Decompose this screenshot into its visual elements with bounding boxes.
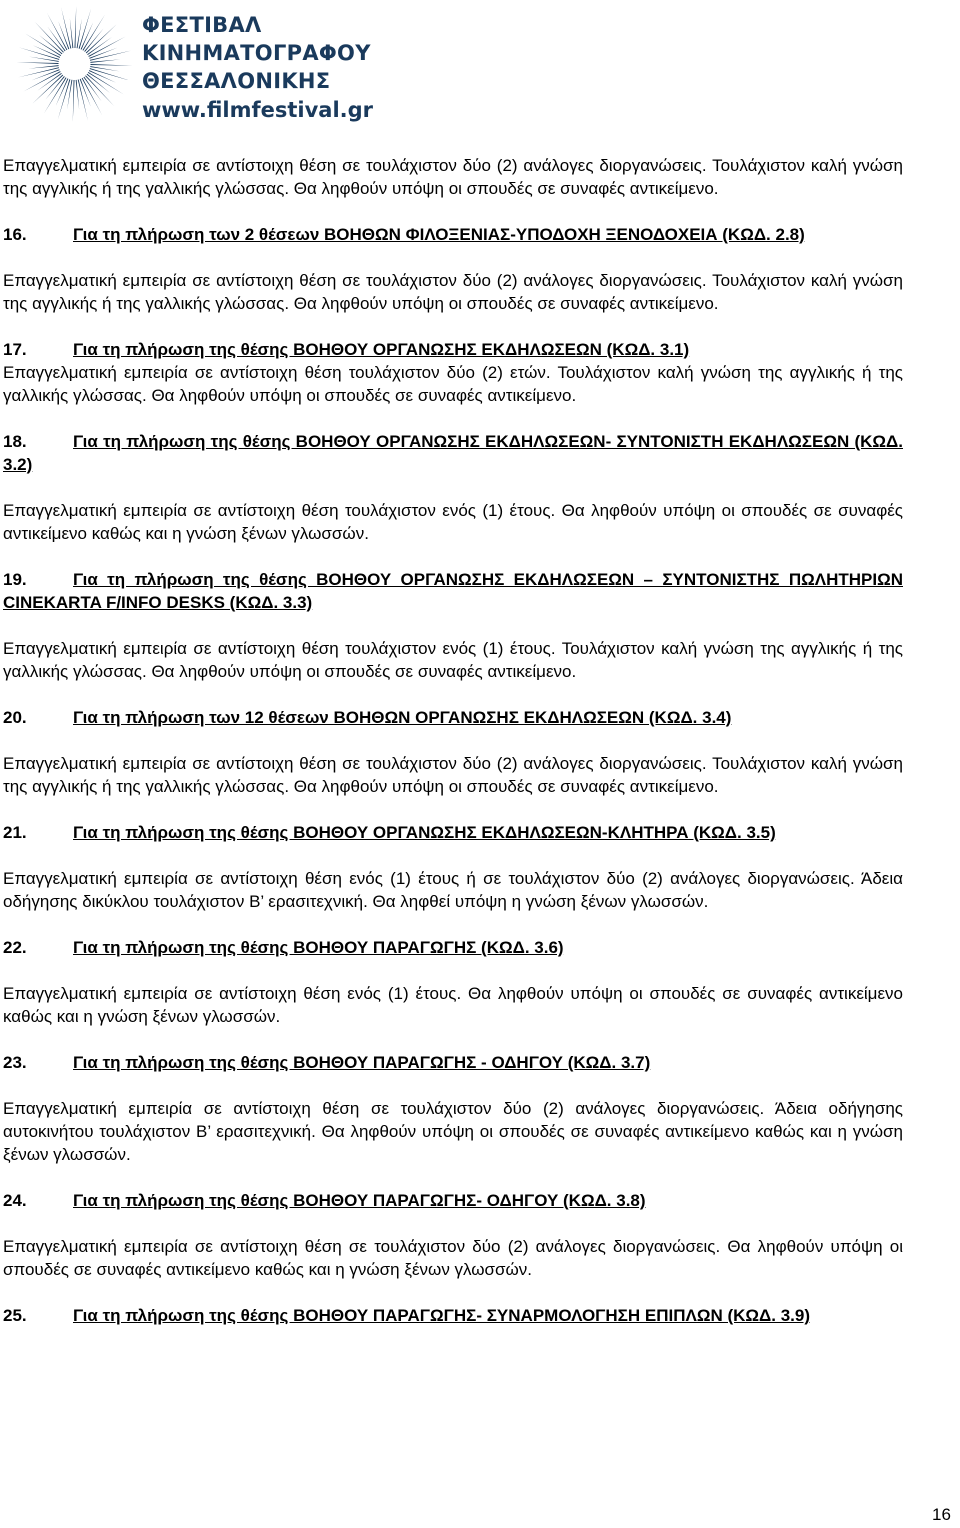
logo-ray — [29, 65, 59, 69]
logo-ray — [29, 57, 59, 62]
sun-rays-logo-icon — [12, 4, 137, 124]
section-heading — [3, 1189, 903, 1212]
section-title: Για τη πλήρωση της θέσης ΒΟΗΘΟΥ ΟΡΓΑΝΩΣΗΣ ΕΚΔΗΛΩΣΕΩΝ – ΣΥΝΤΟΝΙΣΤΗΣ ΠΩΛΗΤΗΡΙΩΝ CINEKARTA F/INFO DESKS (ΚΩΔ. 3.3) — [3, 570, 903, 612]
page-number: 16 — [932, 1505, 951, 1524]
document-body — [3, 154, 903, 1350]
body-paragraph: Επαγγελματική εμπειρία σε αντίστοιχη θέση τουλάχιστον ενός (1) έτους. Τουλάχιστον καλή γνώση της αγγλικής ή της γαλλικής γλώσσας. Θα ληφθούν υπόψη οι σπουδές σε συναφές αντικείμενο. — [3, 639, 903, 681]
logo-ray — [45, 76, 64, 100]
logo-ray — [90, 59, 120, 63]
logo-line-cinema: ΚΙΝΗΜΑΤΟΓΡΑΦΟΥ — [142, 41, 371, 65]
festival-logo — [4, 4, 374, 124]
section-title: Για τη πλήρωση των 12 θέσεων ΒΟΗΘΩΝ ΟΡΓΑΝΩΣΗΣ ΕΚΔΗΛΩΣΕΩΝ (ΚΩΔ. 3.4) — [73, 708, 732, 727]
section-heading — [3, 338, 903, 361]
section-title: Για τη πλήρωση της θέσης ΒΟΗΘΟΥ ΟΡΓΑΝΩΣΗΣ ΕΚΔΗΛΩΣΕΩΝ-ΚΛΗΤΗΡΑ (ΚΩΔ. 3.5) — [73, 823, 776, 842]
section-heading — [3, 1304, 903, 1327]
section-title: Για τη πλήρωση των 2 θέσεων ΒΟΗΘΩΝ ΦΙΛΟΞΕΝΙΑΣ-ΥΠΟΔΟΧΗ ΞΕΝΟΔΟΧΕΙΑ (ΚΩΔ. 2.8) — [73, 225, 805, 244]
body-paragraph: Επαγγελματική εμπειρία σε αντίστοιχη θέση ενός (1) έτους. Θα ληφθούν υπόψη οι σπουδές σε συναφές αντικείμενο καθώς και η γνώση ξένων γλωσσών. — [3, 984, 903, 1026]
body-paragraph: Επαγγελματική εμπειρία σε αντίστοιχη θέση ενός (1) έτους ή σε τουλάχιστον δύο (2) ανάλογες διοργανώσεις. Άδεια οδήγησης δικύκλου τουλάχιστον Β’ ερασιτεχνική. Θα ληφθεί υπόψη η γνώση ξένων γλωσσών. — [3, 869, 903, 911]
body-paragraph: Επαγγελματική εμπειρία σε αντίστοιχη θέση τουλάχιστον ενός (1) έτους. Θα ληφθούν υπόψη οι σπουδές σε συναφές αντικείμενο καθώς και η γνώση ξένων γλωσσών. — [3, 501, 903, 543]
section-heading — [3, 1051, 903, 1074]
logo-ray — [81, 22, 94, 50]
logo-ray — [89, 70, 117, 83]
section-number: 19. — [3, 570, 27, 589]
section-number: 18. — [3, 432, 27, 451]
section-number: 17. — [3, 340, 27, 359]
logo-ray — [33, 45, 61, 58]
body-paragraph: Επαγγελματική εμπειρία σε αντίστοιχη θέση σε τουλάχιστον δύο (2) ανάλογες διοργανώσεις. Άδεια οδήγησης αυτοκινήτου τουλάχιστον Β’ ερασιτεχνική. Θα ληφθούν υπόψη οι σπουδές σε συναφές αντικείμενο καθώς και η γνώση ξένων γλωσσών. — [3, 1099, 903, 1164]
logo-url: www.filmfestival.gr — [142, 98, 374, 122]
section-heading — [3, 821, 903, 844]
section-number: 23. — [3, 1053, 27, 1072]
logo-ray — [47, 13, 67, 50]
logo-ray — [25, 34, 61, 56]
section-number: 25. — [3, 1306, 27, 1325]
body-paragraph: Επαγγελματική εμπειρία σε αντίστοιχη θέση σε τουλάχιστον δύο (2) ανάλογες διοργανώσεις. Τουλάχιστον καλή γνώση της αγγλικής ή της γαλλικής γλώσσας. Θα ληφθούν υπόψη οι σπουδές σε συναφές αντικείμενο. — [3, 156, 903, 198]
logo-ray — [73, 80, 75, 122]
logo-ray — [83, 15, 105, 51]
section-heading — [3, 223, 903, 246]
section-heading — [3, 568, 903, 614]
logo-ray — [44, 77, 66, 113]
logo-ray — [90, 68, 130, 81]
section-title: Για τη πλήρωση της θέσης ΒΟΗΘΟΥ ΠΑΡΑΓΩΓΗΣ (ΚΩΔ. 3.6) — [73, 938, 564, 957]
logo-ray — [56, 78, 69, 106]
section-title: Για τη πλήρωση της θέσης ΒΟΗΘΟΥ ΠΑΡΑΓΩΓΗΣ- ΣΥΝΑΡΜΟΛΟΓΗΣΗ ΕΠΙΠΛΩΝ (ΚΩΔ. 3.9) — [73, 1306, 810, 1325]
section-number: 21. — [3, 823, 27, 842]
logo-ray — [23, 71, 60, 91]
section-number: 24. — [3, 1191, 27, 1210]
logo-ray — [70, 18, 74, 48]
logo-ray — [76, 80, 80, 110]
section-title: Για τη πλήρωση της θέσης ΒΟΗΘΟΥ ΟΡΓΑΝΩΣΗΣ ΕΚΔΗΛΩΣΕΩΝ (ΚΩΔ. 3.1) — [73, 340, 690, 359]
logo-ray — [90, 64, 132, 66]
logo-ray — [19, 47, 59, 60]
logo-ray — [79, 8, 92, 48]
logo-line-thessaloniki: ΘΕΣΣΑΛΟΝΙΚΗΣ — [142, 69, 331, 93]
logo-ray — [77, 19, 82, 49]
logo-ray — [75, 6, 77, 48]
section-number: 22. — [3, 938, 27, 957]
logo-ray — [90, 66, 120, 71]
logo-ray — [67, 80, 72, 110]
section-title: Για τη πλήρωση της θέσης ΒΟΗΘΟΥ ΠΑΡΑΓΩΓΗΣ - ΟΔΗΓΟΥ (ΚΩΔ. 3.7) — [73, 1053, 651, 1072]
section-heading — [3, 936, 903, 959]
section-title: Για τη πλήρωση της θέσης ΒΟΗΘΟΥ ΠΑΡΑΓΩΓΗΣ- ΟΔΗΓΟΥ (ΚΩΔ. 3.8) — [73, 1191, 646, 1210]
section-number: 20. — [3, 708, 27, 727]
logo-ray — [39, 35, 63, 54]
body-paragraph: Επαγγελματική εμπειρία σε αντίστοιχη θέση σε τουλάχιστον δύο (2) ανάλογες διοργανώσεις. Τουλάχιστον καλή γνώση της αγγλικής ή της γαλλικής γλώσσας. Θα ληφθούν υπόψη οι σπουδές σε συναφές αντικείμενο. — [3, 754, 903, 796]
logo-ray — [84, 28, 103, 52]
section-heading — [3, 706, 903, 729]
section-number: 16. — [3, 225, 27, 244]
logo-ray — [87, 74, 111, 93]
logo-ray — [88, 36, 125, 56]
logo-ray — [58, 79, 71, 119]
body-paragraph: Επαγγελματική εμπειρία σε αντίστοιχη θέση τουλάχιστον δύο (2) ετών. Τουλάχιστον καλή γνώση της αγγλικής ή της γαλλικής γλώσσας. Θα ληφθούν υπόψη οι σπουδές σε συναφές αντικείμενο. — [3, 363, 903, 405]
body-paragraph: Επαγγελματική εμπειρία σε αντίστοιχη θέση σε τουλάχιστον δύο (2) ανάλογες διοργανώσεις. Τουλάχιστον καλή γνώση της αγγλικής ή της γαλλικής γλώσσας. Θα ληφθούν υπόψη οι σπουδές σε συναφές αντικείμενο. — [3, 271, 903, 313]
section-heading — [3, 430, 903, 476]
logo-line-festival: ΦΕΣΤΙΒΑΛ — [142, 13, 262, 37]
logo-ray — [82, 78, 102, 115]
logo-ray — [88, 72, 124, 94]
logo-ray — [17, 62, 59, 64]
section-title: Για τη πλήρωση της θέσης ΒΟΗΘΟΥ ΟΡΓΑΝΩΣΗΣ ΕΚΔΗΛΩΣΕΩΝ- ΣΥΝΤΟΝΙΣΤΗ ΕΚΔΗΛΩΣΕΩΝ (ΚΩΔ. 3.2) — [3, 432, 903, 474]
body-paragraph: Επαγγελματική εμπειρία σε αντίστοιχη θέση σε τουλάχιστον δύο (2) ανάλογες διοργανώσεις. Θα ληφθούν υπόψη οι σπουδές σε συναφές αντικείμενο καθώς και η γνώση ξένων γλωσσών. — [3, 1237, 903, 1279]
